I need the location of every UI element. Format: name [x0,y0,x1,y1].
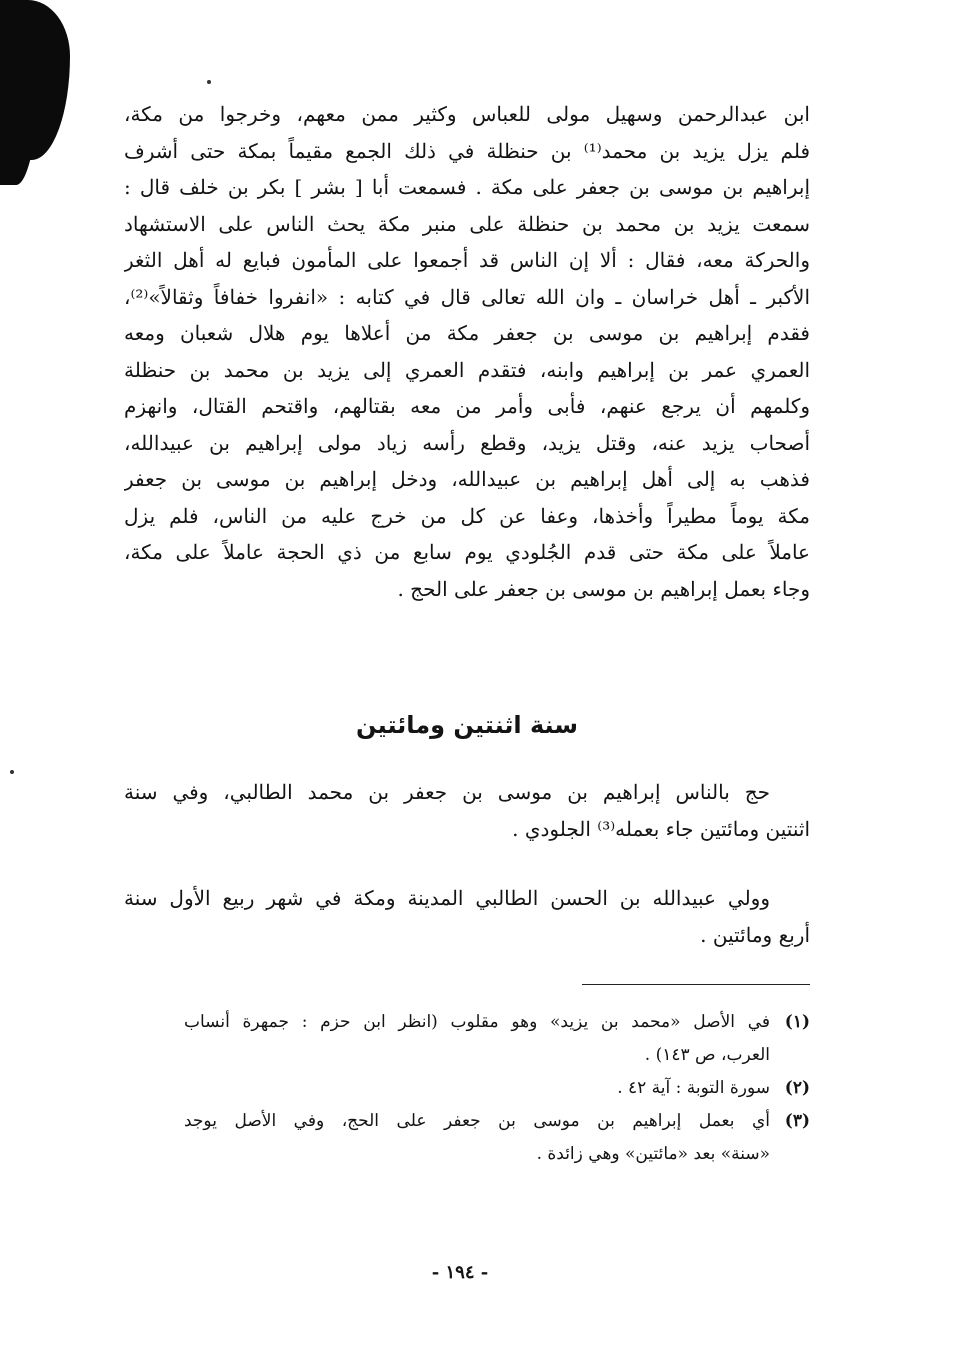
text-line: وجاء بعمل إبراهيم بن موسى بن جعفر على الحج . [397,576,810,601]
footnote-text [184,1072,770,1105]
footnote-2 [184,1072,810,1105]
text-line: أصحاب يزيد عنه، وقتل يزيد، وقطع رأسه زياد مولى إبراهيم بن عبيدالله، [124,430,810,455]
text-line: سمعت يزيد بن محمد بن حنظلة على منبر مكة يحث الناس على الاستشهاد [124,211,810,236]
text-line: العمري عمر بن إبراهيم وابنه، فتقدم العمري إلى يزيد بن محمد بن حنظلة [124,357,810,382]
footnote-line: في الأصل «محمد بن يزيد» وهو مقلوب (انظر ابن حزم : جمهرة أنساب [184,1012,770,1032]
text-line: أربع ومائتين . [700,922,810,947]
text-line: حج بالناس إبراهيم بن موسى بن جعفر بن محمد الطالبي، وفي سنة [124,780,770,804]
section-heading: سنة اثنتين ومائتين [356,711,578,739]
text-line: مكة يوماً مطيراً وأخذها، وعفا عن كل من خرج عليه من الناس، فلم يزل [124,503,810,528]
text-line: فلم يزل يزيد بن محمد⁽¹⁾ بن حنظلة في ذلك الجمع مقيماً بمكة حتى أشرف [124,138,810,163]
paragraph-hajj [124,774,810,847]
text-line: إبراهيم بن موسى بن جعفر على مكة . فسمعت أبا [ بشر ] بكر بن خلف قال : [124,175,810,199]
footnote-text [184,1105,770,1171]
footnote-text [184,1006,770,1072]
footnote-line: سورة التوبة : آية ٤٢ . [617,1078,770,1098]
page-number: - ١٩٤ - [431,1262,489,1283]
footnote-1 [184,1006,810,1072]
scan-speck [207,80,211,84]
text-line: الأكبر ـ أهل خراسان ـ وان الله تعالى قال في كتابه : «انفروا خفافاً وثقالاً»⁽²⁾، [124,284,810,309]
text-line: والحركة معه، فقال : ألا إن الناس قد أجمعوا على المأمون فبايع له أهل الثغر [124,248,810,272]
text-line: فذهب به إلى أهل إبراهيم بن عبيدالله، ودخل إبراهيم بن موسى بن جعفر [124,467,810,491]
paragraph-governor [124,880,810,953]
footnote-3 [184,1105,810,1171]
footnote-number: (١) [784,1012,810,1032]
footnote-number: (٢) [784,1078,810,1098]
footnote-line: العرب، ص ١٤٣) . [644,1045,770,1065]
footnote-line: أي بعمل إبراهيم بن موسى بن جعفر على الحج، وفي الأصل يوجد [184,1111,770,1131]
scan-speck [10,770,14,774]
text-line: ابن عبدالرحمن وسهيل مولى للعباس وكثير ممن معهم، وخرجوا من مكة، [124,102,810,126]
text-line: اثنتين ومائتين جاء بعمله⁽³⁾ الجلودي . [512,816,810,841]
footnotes [184,1006,810,1171]
footnote-line: «سنة» بعد «مائتين» وهي زائدة . [536,1144,770,1164]
text-line: وكلمهم أن يرجع عنهم، فأبى وأمر من معه بقتالهم، واقتحم القتال، وانهزم [124,394,810,418]
footnote-number: (٣) [784,1111,810,1131]
text-line: عاملاً على مكة حتى قدم الجُلودي يوم سابع من ذي الحجة عاملاً على مكة، [124,540,810,564]
text-line: وولي عبيدالله بن الحسن الطالبي المدينة ومكة في شهر ربيع الأول سنة [124,886,770,910]
footnote-divider [582,984,810,985]
text-line: فقدم إبراهيم بن موسى بن جعفر مكة من أعلاها يوم هلال شعبان ومعه [124,321,810,345]
main-paragraph [124,96,810,607]
